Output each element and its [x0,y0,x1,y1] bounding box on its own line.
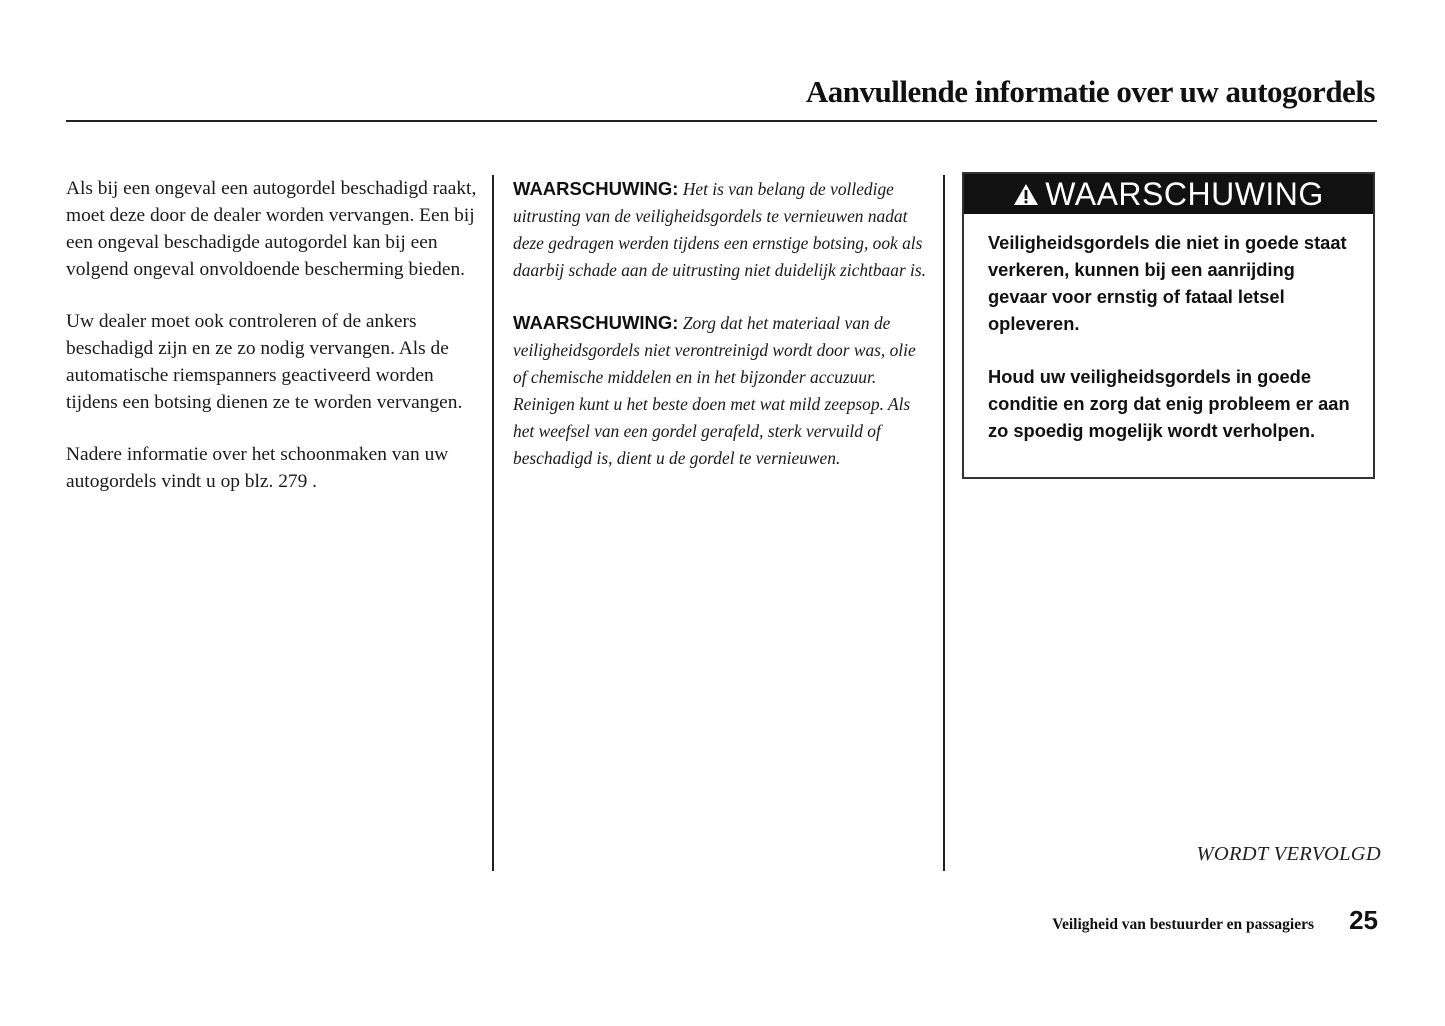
page-title: Aanvullende informatie over uw autogordels [805,74,1375,109]
warning-box [962,172,1375,479]
page-number: 25 [1349,905,1378,935]
warning-note-label: WAARSCHUWING: [513,178,679,199]
warning-box-header [964,174,1373,214]
warning-triangle-icon [1013,177,1039,214]
warning-note-text: Het is van belang de volledige uitrusting van de veiligheidsgordels te vernieuwen nadat deze gedragen werden tijdens een ernstige botsing, ook als daarbij schade aan de uitrusting niet duidelijk zichtbaar is. [513,179,927,280]
warning-box-paragraph: Veiligheidsgordels die niet in goede staat verkeren, kunnen bij een aanrijding gevaar voor ernstig of fataal letsel opleveren. [988,232,1347,334]
paragraph: Als bij een ongeval een autogordel beschadigd raakt, moet deze door de dealer worden vervangen. Een bij een ongeval beschadigde autogordel kan bij een volgend ongeval onvoldoende bescherming bieden. [66,178,477,280]
paragraph: Uw dealer moet ook controleren of de ankers beschadigd zijn en ze zo nodig vervangen. Als de automatische riemspanners geactiveerd worden tijdens een botsing dienen ze te worden vervangen. [66,311,463,413]
title-rule [66,120,1377,122]
continued-label: WORDT VERVOLGD [1196,843,1381,865]
column-middle [513,175,928,497]
column-left [66,175,481,520]
warning-note-text: Zorg dat het materiaal van de veiligheidsgordels niet verontreinigd wordt door was, olie of chemische middelen en in het bijzonder accuzuur. Reinigen kunt u het beste doen met wat mild zeepsop. Als het weefsel van een gordel gerafeld, sterk vervuild of beschadigd is, dient u de gordel te vernieuwen. [513,313,916,468]
footer-section-title: Veiligheid van bestuurder en passagiers [1052,916,1314,933]
warning-note [513,309,928,472]
paragraph: Nadere informatie over het schoonmaken van uw autogordels vindt u op blz. 279 . [66,444,449,492]
warning-box-paragraph: Houd uw veiligheidsgordels in goede conditie en zorg dat enig probleem er aan zo spoedig mogelijk wordt verholpen. [988,366,1350,441]
column-divider [492,175,494,871]
warning-note-label: WAARSCHUWING: [513,312,679,333]
warning-note [513,175,928,284]
column-divider [943,175,945,871]
warning-box-body [964,214,1373,444]
warning-box-heading: WAARSCHUWING [1045,175,1324,212]
